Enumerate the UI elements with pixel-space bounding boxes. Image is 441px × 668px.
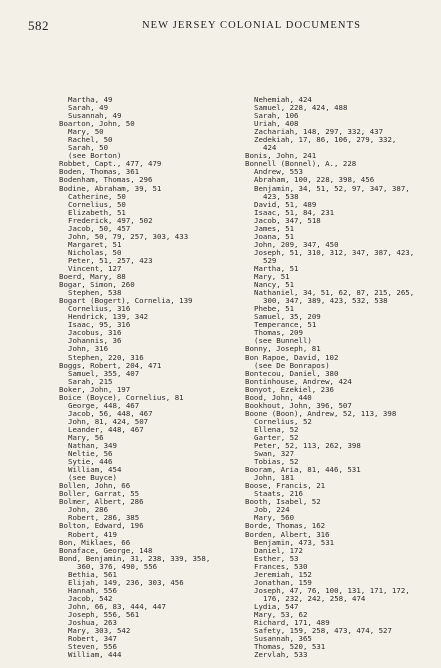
index-subentry: Joseph, 51, 310, 312, 347, 387, 423, <box>254 247 415 257</box>
index-subentry: Hannah, 556 <box>68 585 117 595</box>
index-subentry: Isaac, 51, 84, 231 <box>254 207 335 217</box>
index-subentry: Mary, 51 <box>254 272 290 282</box>
index-subentry: Lydia, 547 <box>254 601 299 611</box>
index-subentry: Nathaniel, 34, 51, 62, 87, 215, 265, <box>254 288 415 298</box>
index-subentry: Cornelius, 50 <box>68 199 126 209</box>
index-entry: Bodenham, Thomas, 296 <box>59 175 153 185</box>
index-subentry: Joseph, 556, 561 <box>68 610 140 619</box>
index-subentry: Sarah, 49 <box>68 103 109 113</box>
index-subentry: George, 448, 467 <box>68 400 140 410</box>
index-subentry: Stephen, 220, 316 <box>68 352 144 362</box>
index-subentry: John, 209, 347, 450 <box>254 239 339 249</box>
index-subentry: Catherine, 50 <box>68 191 126 201</box>
index-subentry: Abraham, 100, 228, 398, 456 <box>254 175 375 185</box>
index-entry: Boone (Boon), Andrew, 52, 113, 398 <box>245 408 397 418</box>
index-entry: Bolton, Edward, 196 <box>59 521 144 531</box>
index-subentry: Zedekiah, 17, 86, 106, 279, 332, <box>254 135 397 145</box>
index-subentry: Samuel, 228, 424, 488 <box>254 103 348 113</box>
index-entry: Boerd, Mary, 88 <box>59 272 126 282</box>
index-subentry: Jacob, 542 <box>68 593 113 603</box>
index-subentry: Peter, 51, 257, 423 <box>68 255 153 265</box>
index-entry: Boker, John, 197 <box>59 384 131 394</box>
index-subentry: Ellena, 52 <box>254 424 299 434</box>
index-subentry: Isaac, 95, 316 <box>68 320 131 330</box>
index-entry: Bontinhouse, Andrew, 424 <box>245 376 352 386</box>
index-subentry: Vincent, 127 <box>68 263 122 273</box>
index-subentry: Cornelius, 52 <box>254 416 312 426</box>
index-subentry: Safety, 159, 258, 473, 474, 527 <box>254 626 392 636</box>
index-subentry: Nicholas, 50 <box>68 247 122 257</box>
index-subentry: Staats, 216 <box>254 489 303 499</box>
page-header <box>28 18 427 40</box>
index-subentry: Jacobus, 316 <box>68 328 122 338</box>
page-number: 582 <box>28 18 49 33</box>
index-entry: Bond, Benjamin, 31, 238, 339, 358, <box>59 553 211 563</box>
index-subentry: Hendrick, 139, 342 <box>68 312 149 322</box>
index-subentry: Benjamin, 34, 51, 52, 97, 347, 387, <box>254 183 410 193</box>
index-subentry: John, 50, 79, 257, 303, 433 <box>68 231 189 241</box>
index-entry: Borde, Thomas, 162 <box>245 521 326 531</box>
index-subentry: (see Bunnell) <box>254 336 312 346</box>
index-subentry: 176, 232, 242, 258, 474 <box>263 593 366 603</box>
index-entry: Robbet, Capt., 477, 479 <box>59 159 162 169</box>
index-subentry: Leander, 448, 467 <box>68 424 144 434</box>
index-subentry: Nathan, 349 <box>68 441 117 451</box>
index-subentry: Esther, 53 <box>254 553 299 563</box>
index-entry: Boarton, John, 50 <box>59 119 135 129</box>
index-entry: Boice (Boyce), Cornelius, 81 <box>59 392 184 402</box>
index-entry: Bogart (Bogert), Cornelia, 139 <box>59 296 193 306</box>
index-subentry: Robert, 419 <box>68 529 117 539</box>
index-subentry: Peter, 52, 113, 262, 398 <box>254 441 361 451</box>
index-subentry: John, 181 <box>254 473 295 483</box>
index-subentry: Jeremiah, 152 <box>254 569 312 579</box>
index-subentry: (see Borton) <box>68 151 122 161</box>
index-subentry: Richard, 171, 489 <box>254 618 330 628</box>
index-subentry: Joseph, 47, 76, 100, 131, 171, 172, <box>254 585 410 595</box>
index-subentry: Uriah, 408 <box>254 119 299 129</box>
index-subentry: Daniel, 172 <box>254 545 303 555</box>
index-subentry: 300, 347, 389, 423, 532, 538 <box>263 296 388 306</box>
index-entry: Boggs, Robert, 204, 471 <box>59 360 162 370</box>
index-subentry: Rachel, 50 <box>68 135 113 145</box>
index-entry: Booram, Aria, 81, 446, 531 <box>245 465 361 475</box>
index-subentry: Bethia, 561 <box>68 569 117 579</box>
index-entry: Bookhout, John, 396, 507 <box>245 400 352 410</box>
index-entry: Bonny, Joseph, 81 <box>245 344 321 354</box>
index-subentry: Mary, 50 <box>68 127 104 137</box>
index-subentry: John, 81, 424, 507 <box>68 416 149 426</box>
index-entry: Bonnell (Bonnel), A., 228 <box>245 159 357 169</box>
index-subentry: 423, 538 <box>263 191 299 201</box>
index-subentry: Nehemiah, 424 <box>254 95 312 104</box>
index-subentry: Phebe, 51 <box>254 304 295 314</box>
index-entry: Boller, Garrat, 55 <box>59 489 140 499</box>
index-subentry: (see De Bonrapos) <box>254 360 330 370</box>
index-column-right <box>245 96 435 659</box>
index-subentry: Mary, 56 <box>68 432 104 442</box>
index-entry: Bonis, John, 241 <box>245 151 317 161</box>
index-entry: Bolmer, Albert, 286 <box>59 497 144 507</box>
index-subentry: Temperance, 51 <box>254 320 317 330</box>
index-subentry: Zervlah, 533 <box>254 650 308 660</box>
index-subentry: Tobias, 52 <box>254 457 299 467</box>
index-subentry: Sarah, 215 <box>68 376 113 386</box>
index-subentry: Susannah, 365 <box>254 634 312 644</box>
index-subentry: Sytie, 446 <box>68 457 113 467</box>
index-subentry: Joshua, 263 <box>68 618 117 628</box>
index-entry: Bollen, John, 66 <box>59 481 131 491</box>
index-subentry: William, 454 <box>68 465 122 475</box>
index-subentry: Frances, 530 <box>254 561 308 571</box>
index-entry: Booth, Isabel, 52 <box>245 497 321 507</box>
index-subentry: John, 66, 83, 444, 447 <box>68 601 166 611</box>
index-subentry: Frederick, 497, 502 <box>68 215 153 225</box>
index-subentry: John, 286 <box>68 505 109 515</box>
index-subentry: Cornelius, 316 <box>68 304 131 314</box>
index-subentry: 424 <box>263 143 277 153</box>
index-subentry: 529 <box>263 255 277 265</box>
index-subentry: Nancy, 51 <box>254 280 295 290</box>
index-subentry: Job, 224 <box>254 505 290 515</box>
index-subentry: Mary, 560 <box>254 513 295 523</box>
index-subentry: 360, 376, 490, 556 <box>77 561 158 571</box>
index-entry: Bodine, Abraham, 39, 51 <box>59 183 162 193</box>
index-subentry: Steven, 556 <box>68 642 117 652</box>
index-subentry: Sarah, 106 <box>254 111 299 121</box>
index-subentry: Thomas, 209 <box>254 328 303 338</box>
index-entry: Bonaface, George, 148 <box>59 545 153 555</box>
index-subentry: Jonathan, 159 <box>254 577 312 587</box>
running-title: NEW JERSEY COLONIAL DOCUMENTS <box>141 20 362 31</box>
index-entry: Bonyot, Ezekiel, 236 <box>245 384 334 394</box>
index-subentry: Jacob, 347, 518 <box>254 215 321 225</box>
index-subentry: Martha, 49 <box>68 95 113 104</box>
index-subentry: Zachariah, 148, 297, 332, 437 <box>254 127 384 137</box>
index-subentry: Sarah, 50 <box>68 143 109 153</box>
index-subentry: Mary, 53, 62 <box>254 610 308 619</box>
index-subentry: Mary, 303, 542 <box>68 626 131 636</box>
index-subentry: Robert, 347 <box>68 634 117 644</box>
index-entry: Boose, Francis, 21 <box>245 481 326 491</box>
index-entry: Borden, Albert, 316 <box>245 529 330 539</box>
index-subentry: Elizabeth, 51 <box>68 207 126 217</box>
index-subentry: Andrew, 553 <box>254 167 303 177</box>
index-subentry: Susannah, 49 <box>68 111 122 121</box>
index-subentry: John, 316 <box>68 344 109 354</box>
index-subentry: David, 51, 489 <box>254 199 317 209</box>
index-subentry: Joana, 51 <box>254 231 295 241</box>
index-subentry: Samuel, 35, 209 <box>254 312 321 322</box>
index-entry: Bon Rapoe, David, 102 <box>245 352 339 362</box>
index-subentry: Elijah, 149, 236, 303, 456 <box>68 577 184 587</box>
index-subentry: Jacob, 50, 457 <box>68 223 131 233</box>
index-entry: Bon, Miklaes, 66 <box>59 537 131 547</box>
index-subentry: Margaret, 51 <box>68 239 122 249</box>
index-subentry: Jacob, 56, 448, 467 <box>68 408 153 418</box>
index-subentry: Robert, 286, 385 <box>68 513 140 523</box>
index-subentry: Thomas, 520, 531 <box>254 642 326 652</box>
index-subentry: Garter, 52 <box>254 432 299 442</box>
index-entry: Boden, Thomas, 361 <box>59 167 140 177</box>
index-subentry: (see Buyce) <box>68 473 117 483</box>
index-entry: Bontecou, Daniel, 380 <box>245 368 339 378</box>
index-entry: Bood, John, 440 <box>245 392 312 402</box>
index-subentry: Swan, 327 <box>254 449 295 459</box>
index-subentry: James, 51 <box>254 223 295 233</box>
index-subentry: Neltie, 56 <box>68 449 113 459</box>
index-subentry: Benjamin, 473, 531 <box>254 537 335 547</box>
index-subentry: Johannis, 36 <box>68 336 122 346</box>
index-subentry: Samuel, 355, 407 <box>68 368 140 378</box>
index-subentry: Martha, 51 <box>254 263 299 273</box>
index-subentry: Stephen, 538 <box>68 288 122 298</box>
index-subentry: William, 444 <box>68 650 122 660</box>
index-column-left <box>59 96 249 659</box>
index-entry: Bogar, Simon, 260 <box>59 280 135 290</box>
